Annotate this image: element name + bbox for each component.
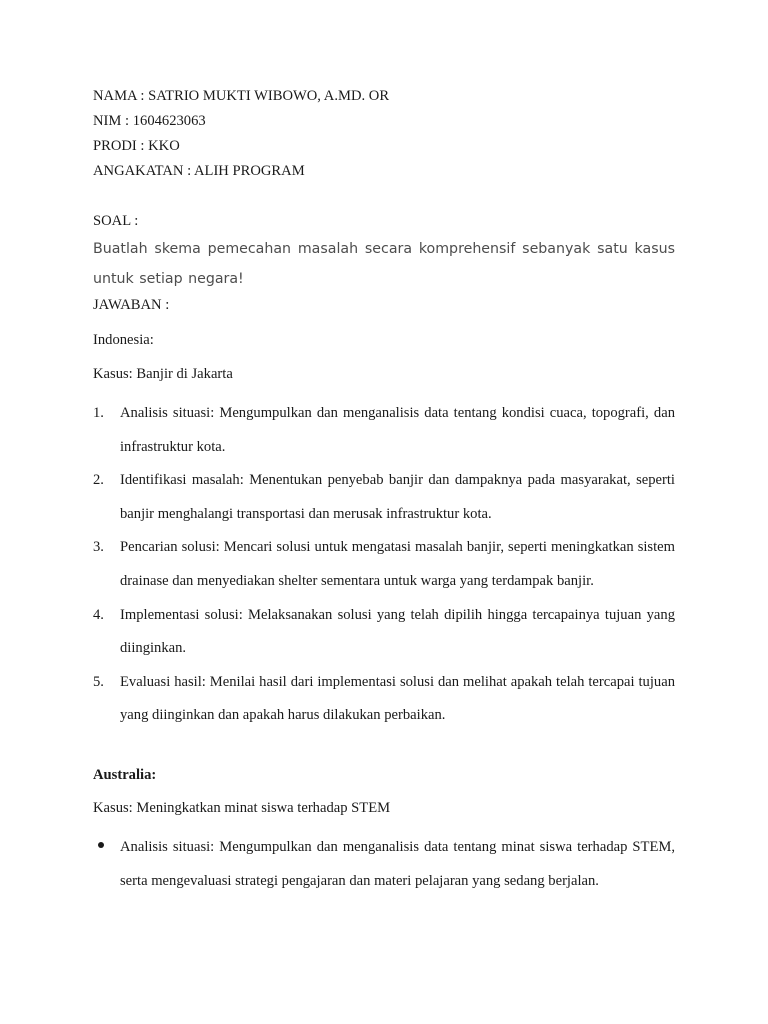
kasus-indonesia: Kasus: Banjir di Jakarta [93,366,233,382]
step-number: 3. [93,539,104,556]
list-item [93,666,675,733]
bullet-text: Analisis situasi: Mengumpulkan dan menganalisis data tentang minat siswa terhadap STEM, serta mengevaluasi strategi pengajaran dan materi pelajaran yang sedang berjalan. [120,839,675,889]
step-number: 4. [93,606,104,623]
list-item [93,464,675,531]
jawaban-label: JAWABAN : [93,297,170,313]
kasus-australia: Kasus: Meningkatkan minat siswa terhadap STEM [93,800,391,816]
country-australia: Australia: [93,767,157,783]
soal-question: Buatlah skema pemecahan masalah secara komprehensif sebanyak satu kasus untuk setiap negara! [93,241,675,287]
indonesia-steps-list [93,397,675,733]
country-indonesia: Indonesia: [93,332,154,348]
step-text: Pencarian solusi: Mencari solusi untuk mengatasi masalah banjir, seperti meningkatkan sistem drainase dan menyediakan shelter sementara untuk warga yang terdampak banjir. [120,539,675,589]
step-number: 2. [93,472,104,489]
step-text: Analisis situasi: Mengumpulkan dan menganalisis data tentang kondisi cuaca, topografi, dan infrastruktur kota. [120,405,675,455]
list-item [93,531,675,598]
bullet-icon [98,842,104,848]
nim-line: NIM : 1604623063 [93,113,206,129]
list-item [93,397,675,464]
step-number: 1. [93,405,104,421]
student-info [93,87,675,187]
list-item [93,599,675,666]
angkatan-line: ANGAKATAN : ALIH PROGRAM [93,163,305,179]
document-page [93,0,675,1024]
soal-label: SOAL : [93,213,139,229]
step-text: Implementasi solusi: Melaksanakan solusi yang telah dipilih hingga tercapainya tujuan yang diinginkan. [120,606,675,657]
prodi-line: PRODI : KKO [93,138,180,154]
step-text: Evaluasi hasil: Menilai hasil dari implementasi solusi dan melihat apakah telah tercapai tujuan yang diinginkan dan apakah harus dilakukan perbaikan. [120,673,675,724]
step-number: 5. [93,673,104,690]
step-text: Identifikasi masalah: Menentukan penyebab banjir dan dampaknya pada masyarakat, seperti banjir menghalangi transportasi dan merusak infrastruktur kota. [120,472,675,522]
nama-line: NAMA : SATRIO MUKTI WIBOWO, A.MD. OR [93,88,390,104]
